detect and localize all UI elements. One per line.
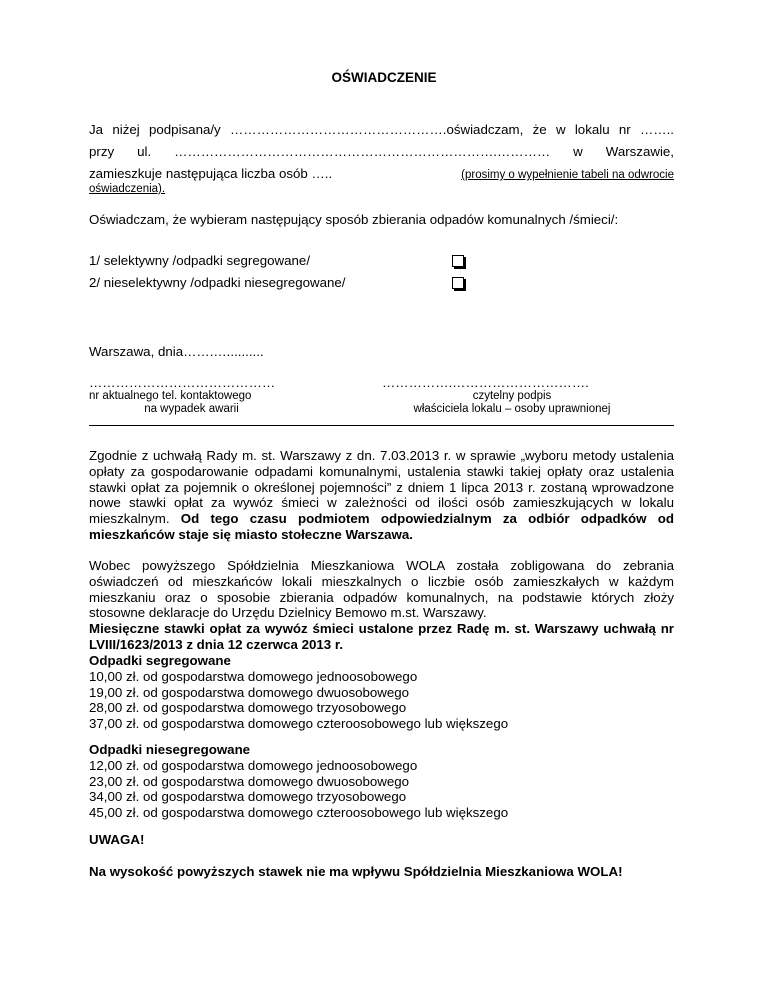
info-paragraph-2 [89, 558, 674, 653]
info-paragraph-2-bold: Miesięczne stawki opłat za wywóz śmieci ustalone przez Radę m. st. Warszawy uchwałą nr LVIII/1623/2013 z dnia 12 czerwca 2013 r. [89, 621, 674, 652]
signature-dots: …………….…………………………. [382, 375, 589, 390]
info-paragraph-1-bold: Od tego czasu podmiotem odpowiedzialnym za odbiór odpadków od mieszkańców staje się miasto stołeczne Warszawa. [89, 511, 674, 542]
declaration-line-1: Ja niżej podpisana/y ………………………………………….oświadczam, że w lokalu nr …….. [89, 122, 674, 137]
warning-heading: UWAGA! [89, 832, 145, 847]
rate-row: 23,00 zł. od gospodarstwa domowego dwuosobowego [89, 773, 410, 789]
option-nonselective-label: 2/ nieselektywny /odpadki niesegregowane/ [89, 275, 346, 290]
declaration-line-2: przy ul. ……………………………………………………………….………… w Warszawie, [89, 144, 674, 159]
rate-row: 28,00 zł. od gospodarstwa domowego trzyosobowego [89, 700, 407, 716]
separator-line [89, 425, 674, 426]
warning-text: Na wysokość powyższych stawek nie ma wpływu Spółdzielnia Mieszkaniowa WOLA! [89, 864, 623, 879]
rate-row: 37,00 zł. od gospodarstwa domowego czteroosobowego lub większego [89, 716, 509, 732]
declaration-line-3 [89, 166, 674, 181]
info-paragraph-1 [89, 448, 674, 543]
option-selective-checkbox[interactable] [452, 255, 464, 267]
date-line: Warszawa, dnia…….….......... [89, 344, 264, 359]
signature-label-2: właściciela lokalu – osoby uprawnionej [413, 403, 611, 415]
signature-label: czytelny podpis [472, 390, 552, 402]
rate-row: 19,00 zł. od gospodarstwa domowego dwuosobowego [89, 684, 410, 700]
unsegregated-heading: Odpadki niesegregowane [89, 742, 251, 757]
unsegregated-section [89, 742, 508, 821]
segregated-section [89, 653, 508, 732]
segregated-heading: Odpadki segregowane [89, 653, 231, 668]
table-note: (prosimy o wypełnienie tabeli na odwrocie [461, 169, 674, 181]
rate-row: 45,00 zł. od gospodarstwa domowego czteroosobowego lub większego [89, 805, 509, 821]
document-title: OŚWIADCZENIE [331, 70, 437, 85]
rate-row: 34,00 zł. od gospodarstwa domowego trzyosobowego [89, 789, 407, 805]
option-nonselective-checkbox[interactable] [452, 277, 464, 289]
choice-intro: Oświadczam, że wybieram następujący sposób zbierania odpadów komunalnych /śmieci/: [89, 212, 619, 227]
option-selective-label: 1/ selektywny /odpadki segregowane/ [89, 253, 311, 268]
phone-dots: …………………………………… [89, 375, 276, 390]
rate-row: 12,00 zł. od gospodarstwa domowego jednoosobowego [89, 757, 418, 773]
table-note-continuation: oświadczenia). [89, 183, 166, 195]
persons-count-text: zamieszkuje następująca liczba osób ….. [89, 166, 333, 181]
info-paragraph-1-text: Zgodnie z uchwałą Rady m. st. Warszawy z dn. 7.03.2013 r. w sprawie „wyboru metody ustalenia opłaty za gospodarowanie odpadami komunalnymi, ustalenia stawki takiej opłaty oraz ustalenia stawki opłat za pojemnik o określonej pojemności” z dniem 1 lipca 2013 r. zostaną wprowadzone nowe stawki opłat za wywóz śmieci w zależności od ilości osób zamieszkujących w lokalu mieszkalnym. [89, 448, 674, 527]
phone-label: nr aktualnego tel. kontaktowego [89, 390, 252, 402]
info-paragraph-2-text: Wobec powyższego Spółdzielnia Mieszkaniowa WOLA została zobligowana do zebrania oświadczeń od mieszkańców lokali mieszkalnych o liczbie osób zamieszkałych w każdym mieszkaniu oraz o sposobie zbierania odpadów komunalnych, na podstawie których złoży stosowne deklaracje do Urzędu Dzielnicy Bemowo m.st. Warszawy. [89, 558, 674, 621]
phone-label-2: na wypadek awarii [144, 403, 239, 415]
rate-row: 10,00 zł. od gospodarstwa domowego jednoosobowego [89, 668, 418, 684]
